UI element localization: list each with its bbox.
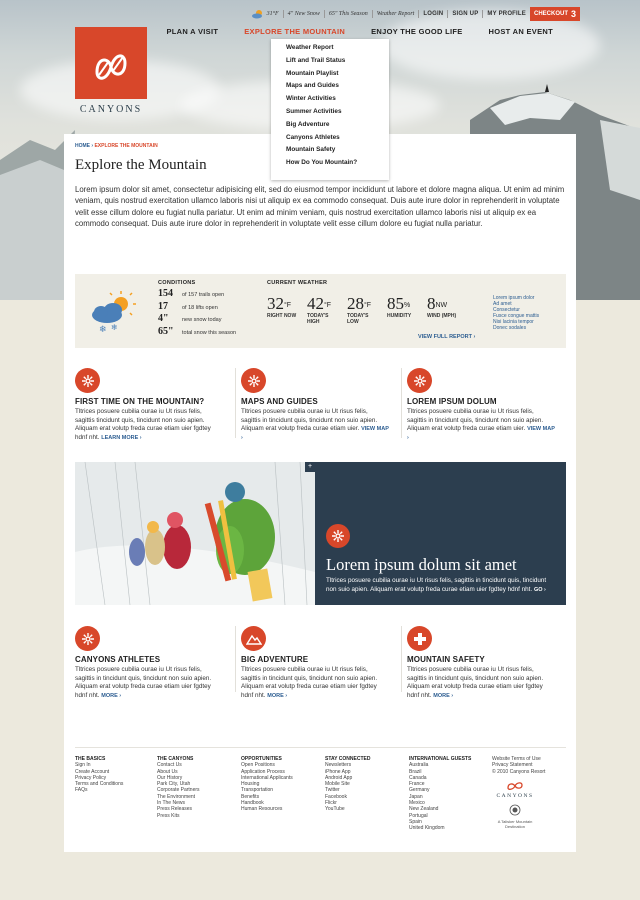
condition-label: of 18 lifts open [182, 304, 218, 311]
menu-item-summer-activities[interactable]: Summer Activities [286, 107, 342, 115]
more-link[interactable]: MORE › [433, 692, 454, 699]
terms-link[interactable]: Website Terms of Use [492, 756, 541, 762]
stat-value: 32 [267, 294, 284, 313]
footer-link[interactable]: YouTube [325, 806, 345, 813]
privacy-link[interactable]: Privacy Statement [492, 762, 533, 769]
footer-link[interactable]: Human Resources [241, 806, 283, 813]
condition-row [158, 326, 236, 339]
footer-link[interactable]: Flickr [325, 800, 337, 807]
current-weather [267, 294, 477, 325]
footer-link[interactable]: International Applicants [241, 774, 293, 781]
stat-value: 8 [427, 294, 436, 313]
feature-mountain-safety [407, 626, 555, 700]
footer-link[interactable]: Application Process [241, 768, 285, 775]
stat-value: 85 [387, 294, 404, 313]
footer-col-international [409, 756, 471, 832]
footer-link[interactable]: Australia [409, 762, 429, 769]
footer-link[interactable]: Park City, Utah [157, 781, 191, 788]
feature-body: Tltrices posuere cubilia ourae iu Ut risus felis, sagittis in tincidunt quis, tincidunt non suio apien. Aliquam erat volutp freda curae etiam uier fgdtey hdnf nht. [241, 666, 378, 699]
weather-link[interactable]: Ad amet [493, 301, 512, 307]
snowflake-icon [407, 368, 432, 393]
snowflake-icon [241, 368, 266, 393]
breadcrumb-current: EXPLORE THE MOUNTAIN [94, 143, 158, 149]
weather-widget [75, 274, 566, 348]
menu-item-how-do-you-mountain[interactable]: How Do You Mountain? [286, 159, 358, 167]
promo-banner[interactable] [75, 462, 566, 605]
footer-link[interactable]: Brazil [409, 768, 422, 775]
talisker-badge [492, 804, 538, 828]
stat-label: HUMIDITY [387, 313, 412, 319]
footer-link[interactable]: Handbook [241, 800, 264, 807]
current-temp: 31°F [266, 11, 279, 17]
feature-body: Tltrices posuere cubilia ourae iu Ut risus felis, sagittis in tincidunt quis, tincidunt non suio apien. Aliquam erat volutp freda curae etiam uier fgdtey hdnf nht. [75, 666, 212, 699]
stat-unit: °F [364, 302, 372, 309]
nav-explore-the-mountain[interactable]: EXPLORE THE MOUNTAIN [244, 27, 346, 36]
svg-text:❄: ❄ [111, 323, 118, 332]
footer-link[interactable]: Canada [409, 774, 427, 781]
weather-link[interactable]: Fusce congue mattis [493, 313, 540, 319]
more-link[interactable]: MORE › [101, 692, 122, 699]
feature-text [75, 408, 223, 442]
divider [235, 626, 236, 692]
condition-value: 4" [158, 313, 169, 325]
intro-paragraph: Lorem ipsum dolor sit amet, consectetur adipisicing elit, sed do eiusmod tempor incididunt ut labore et dolore magna aliqua. Ut enim ad minim veniam, quis nostrud exercitation ullamco laboris nisi ut aliquip ex ea commodo consequat. Duis aute irure dolor in reprehenderit in voluptate velit esse cillum dolore eu fugiat nulla pariatur. Ut enim ad minim veniam, quis nostrud exercitation ullamco laboris nisi ut aliquip ex ea commodo consequat. Duis aute irure dolor in reprehenderit in voluptate velit esse cillum dolore eu fugiat nulla pariatur. [75, 185, 565, 228]
footer-link[interactable]: Spain [409, 818, 422, 825]
footer-link[interactable]: Mexico [409, 800, 425, 807]
weather-report-link[interactable]: Weather Report [376, 11, 415, 17]
nav-plan-a-visit[interactable]: PLAN A VISIT [166, 27, 219, 36]
footer-link[interactable]: France [409, 781, 425, 788]
weather-stat-high [307, 294, 347, 325]
footer-col-stay-connected [325, 756, 370, 813]
footer [75, 747, 566, 832]
menu-item-maps-guides[interactable]: Maps and Guides [286, 82, 339, 90]
footer-link[interactable]: About Us [157, 768, 178, 775]
mountain-icon [241, 626, 266, 651]
stat-unit: % [404, 302, 411, 309]
feature-body: Tltrices posuere cubilia ourae iu Ut risus felis, sagittis in tincidunt quis, tincidunt non suio apien. Aliquam erat volutp freda curae etiam uier. [241, 408, 378, 433]
breadcrumb-home[interactable]: HOME [75, 143, 90, 149]
condition-value: 65" [158, 326, 174, 338]
footer-heading: OPPORTUNITIES [241, 756, 282, 762]
expand-icon[interactable]: + [305, 462, 315, 472]
promo-body: Tltrices posuere cubilia ourae iu Ut risus felis, sagittis in tincidunt quis, tincidunt non suio apien. Aliquam erat volutp freda curae etiam uier fgdtey hdnf nht. [326, 577, 547, 593]
footer-link[interactable]: Mobile Site [325, 781, 350, 788]
weather-stat-humidity [387, 294, 427, 325]
canyons-logo-icon [75, 27, 147, 99]
menu-item-mountain-playlist[interactable]: Mountain Playlist [286, 69, 339, 77]
talisker-text: A Talisker Mountain Destination [497, 818, 533, 829]
footer-link[interactable]: Twitter [325, 787, 340, 794]
weather-stat-low [347, 294, 387, 325]
footer-link[interactable]: Portugal [409, 812, 428, 819]
logo-wordmark: CANYONS [79, 104, 143, 115]
footer-link[interactable]: Terms and Conditions [75, 781, 124, 788]
view-full-report-link[interactable]: VIEW FULL REPORT › [418, 334, 476, 340]
main-nav [153, 27, 566, 39]
footer-link[interactable]: Our History [157, 774, 183, 781]
promo-text [326, 577, 558, 594]
login-link[interactable]: LOGIN [423, 11, 444, 17]
partly-cloudy-icon [252, 9, 264, 19]
feature-big-adventure [241, 626, 389, 700]
footer-legal [492, 756, 545, 829]
new-snow: 4" New Snow [287, 11, 320, 17]
utility-bar [252, 8, 580, 20]
condition-value: 17 [158, 300, 168, 312]
footer-heading: INTERNATIONAL GUESTS [409, 756, 472, 762]
footer-link[interactable]: Newsletters [325, 762, 352, 769]
footer-link[interactable]: Privacy Policy [75, 774, 107, 781]
feature-title: LOREM IPSUM DOLUM [407, 397, 497, 406]
stat-label: RIGHT NOW [267, 313, 297, 319]
canyons-logo-icon [505, 781, 525, 791]
talisker-seal-icon [509, 804, 521, 816]
stat-label: WIND (MPH) [427, 313, 457, 319]
divider [401, 368, 402, 438]
explore-dropdown-menu [271, 39, 389, 180]
footer-link[interactable]: Housing [241, 781, 260, 788]
menu-item-mountain-safety[interactable]: Mountain Safety [286, 146, 336, 154]
breadcrumb [75, 143, 158, 149]
skiers-photo [75, 462, 315, 605]
footer-col-canyons [157, 756, 200, 819]
breadcrumb-separator: › [90, 143, 95, 149]
conditions-list [158, 288, 236, 339]
signup-link[interactable]: SIGN UP [452, 11, 479, 17]
stat-unit: °F [284, 302, 292, 309]
footer-col-basics [75, 756, 123, 794]
feature-text [241, 408, 389, 442]
menu-item-canyons-athletes[interactable]: Canyons Athletes [286, 133, 340, 141]
condition-row [158, 301, 236, 314]
stat-value: 42 [307, 294, 324, 313]
feature-first-time [75, 368, 223, 442]
profile-link[interactable]: MY PROFILE [487, 11, 526, 17]
footer-link[interactable]: Germany [409, 787, 430, 794]
season-snow: 65" This Season [328, 11, 368, 17]
stat-label: TODAY'S LOW [347, 313, 369, 325]
footer-link[interactable]: Sign In [75, 762, 91, 769]
feature-maps-guides [241, 368, 389, 442]
footer-heading: STAY CONNECTED [325, 756, 371, 762]
stat-label: TODAY'S HIGH [307, 313, 329, 325]
content-panel [64, 134, 576, 852]
condition-value: 154 [158, 288, 173, 299]
footer-link[interactable]: FAQs [75, 787, 88, 794]
snowflake-icon [75, 626, 100, 651]
feature-text [407, 408, 555, 442]
condition-row [158, 313, 236, 326]
feature-title: CANYONS ATHLETES [75, 655, 161, 664]
conditions-title: CONDITIONS [158, 280, 196, 286]
page-title: Explore the Mountain [75, 157, 207, 173]
divider [401, 626, 402, 692]
current-weather-title: CURRENT WEATHER [267, 280, 328, 286]
condition-label: total snow this season [182, 330, 237, 337]
footer-link[interactable]: New Zealand [409, 806, 439, 813]
footer-heading: THE BASICS [75, 756, 106, 762]
weather-link[interactable]: Nisi lacinia tempor [493, 319, 534, 325]
footer-link[interactable]: Benefits [241, 793, 260, 800]
footer-link[interactable]: Open Positions [241, 762, 275, 769]
divider [235, 368, 236, 438]
footer-link[interactable]: Japan [409, 793, 423, 800]
footer-link[interactable]: Corporate Partners [157, 787, 200, 794]
condition-row [158, 288, 236, 301]
feature-canyons-athletes [75, 626, 223, 700]
promo-panel [315, 462, 566, 605]
condition-label: new snow today [182, 317, 222, 324]
footer-link[interactable]: Facebook [325, 793, 347, 800]
stat-value: 28 [347, 294, 364, 313]
learn-more-link[interactable]: LEARN MORE › [101, 434, 142, 441]
footer-logo[interactable] [492, 781, 538, 800]
weather-link[interactable]: Lorem ipsum dolor [493, 295, 535, 301]
weather-link[interactable]: Consectetur [493, 307, 520, 313]
feature-text [407, 666, 555, 700]
feature-title: BIG ADVENTURE [241, 655, 309, 664]
feature-text [75, 666, 223, 700]
footer-link[interactable]: Press Kits [157, 812, 180, 819]
logo[interactable] [75, 27, 147, 99]
cross-icon [407, 626, 432, 651]
weather-links [493, 295, 539, 331]
cart-count: 3 [570, 9, 576, 19]
nav-host-an-event[interactable]: HOST AN EVENT [488, 27, 553, 36]
promo-title: Lorem ipsum dolum sit amet [326, 555, 517, 574]
svg-text:❄: ❄ [99, 325, 107, 334]
menu-item-lift-trail-status[interactable]: Lift and Trail Status [286, 56, 346, 64]
footer-link[interactable]: iPhone App [325, 768, 351, 775]
view-map-link[interactable]: VIEW MAP › [241, 426, 389, 441]
feature-body: Tltrices posuere cubilia ourae iu Ut risus felis, sagittis in tincidunt quis, tincidunt non suio apien. Aliquam erat volutp freda curae etiam uier. [407, 408, 544, 433]
footer-heading: THE CANYONS [157, 756, 194, 762]
footer-link[interactable]: In The News [157, 800, 185, 807]
condition-label: of 157 trails open [182, 292, 225, 298]
stat-unit: °F [324, 302, 332, 309]
snowflake-icon [75, 368, 100, 393]
menu-item-winter-activities[interactable]: Winter Activities [286, 95, 336, 103]
footer-link[interactable]: Press Releases [157, 806, 193, 813]
weather-stat-wind [427, 294, 477, 325]
footer-link[interactable]: Transportation [241, 787, 274, 794]
more-link[interactable]: MORE › [267, 692, 288, 699]
footer-link[interactable]: The Environment [157, 793, 196, 800]
promo-go-link[interactable]: GO › [533, 586, 546, 593]
footer-link[interactable]: Contact Us [157, 762, 182, 769]
view-map-link[interactable]: VIEW MAP › [407, 426, 555, 441]
feature-body: Tltrices posuere cubilia ourae iu Ut risus felis, sagittis tincidunt quis, tincidunt non suio apien. Aliquam erat volutp freda curae etiam uier fgdtey hdnf nht. [75, 408, 211, 441]
feature-title: MOUNTAIN SAFETY [407, 655, 485, 664]
footer-link[interactable]: Create Account [75, 768, 110, 775]
weather-link[interactable]: Donec sodales [493, 325, 527, 331]
feature-lorem-ipsum [407, 368, 555, 442]
checkout-button[interactable] [530, 7, 580, 21]
sun-cloud-snow-icon [87, 288, 139, 334]
feature-title: MAPS AND GUIDES [241, 397, 318, 406]
snowflake-icon [326, 524, 350, 548]
weather-stat-now [267, 294, 307, 325]
feature-body: Tltrices posuere cubilia ourae iu Ut risus felis, sagittis in tincidunt quis, tincidunt non suio apien. Aliquam erat volutp freda curae etiam uier fgdtey hdnf nht. [407, 666, 544, 699]
menu-item-big-adventure[interactable]: Big Adventure [286, 120, 330, 128]
footer-link[interactable]: United Kingdom [409, 825, 445, 832]
stat-unit: NW [435, 302, 448, 309]
checkout-label: CHECKOUT [533, 11, 568, 17]
nav-enjoy-the-good-life[interactable]: ENJOY THE GOOD LIFE [371, 27, 463, 36]
feature-text [241, 666, 389, 700]
feature-title: FIRST TIME ON THE MOUNTAIN? [75, 397, 205, 406]
footer-col-opportunities [241, 756, 293, 813]
footer-link[interactable]: Android App [325, 774, 353, 781]
footer-wordmark: CANYONS [496, 793, 534, 800]
copyright: © 2010 Canyons Resort [492, 768, 546, 775]
menu-item-weather-report[interactable]: Weather Report [286, 44, 334, 51]
